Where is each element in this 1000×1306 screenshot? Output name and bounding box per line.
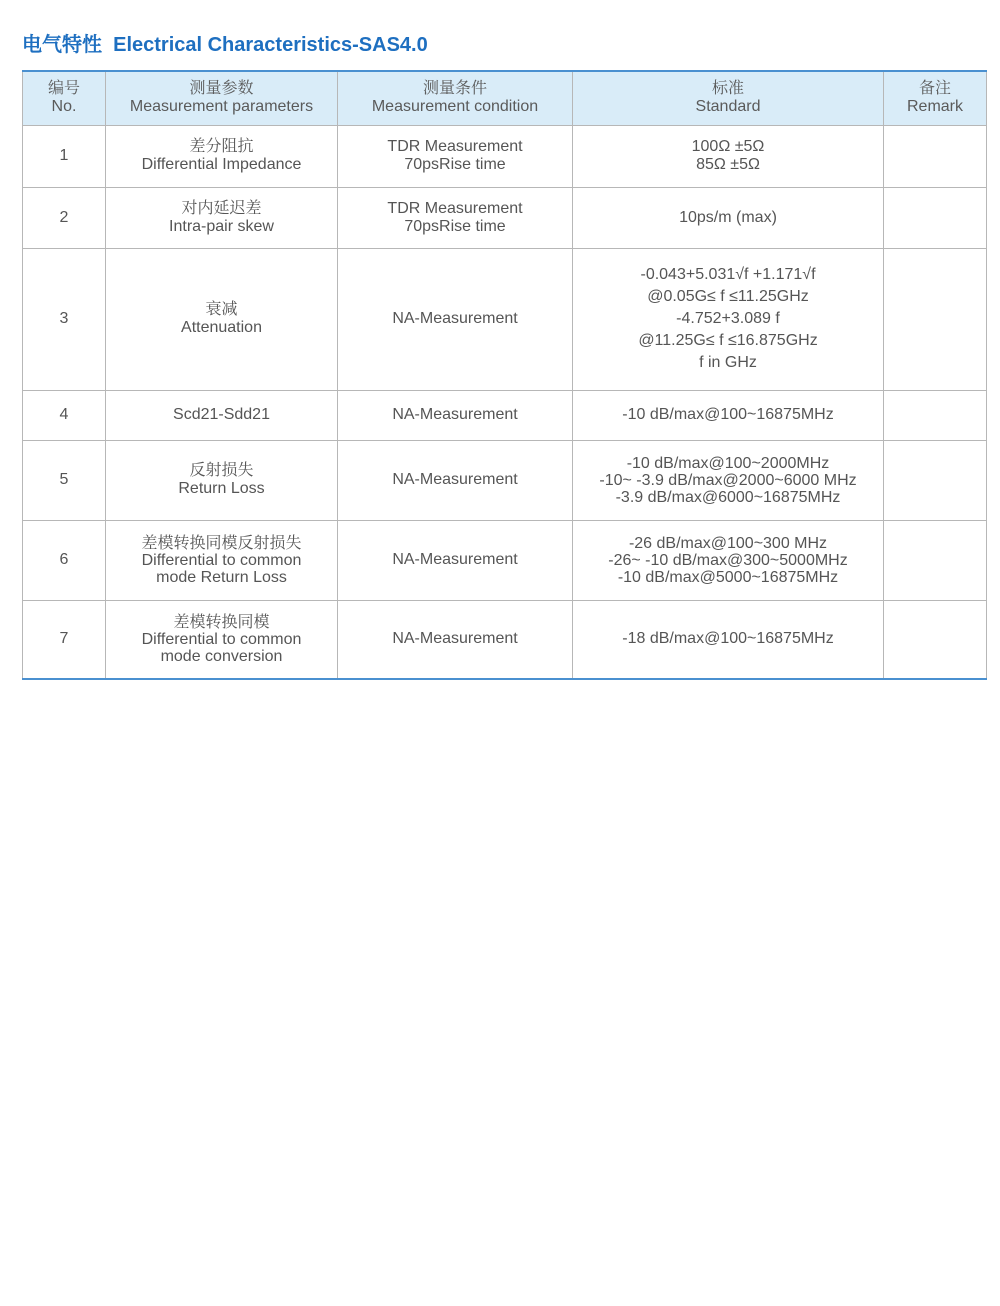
param-line: mode Return Loss: [156, 568, 287, 586]
table-row: [23, 125, 987, 187]
param-line: 差模转换同模反射损失: [141, 534, 302, 552]
cell-remark: [884, 125, 987, 187]
cell-condition: [338, 390, 573, 440]
condition-line: 70psRise time: [404, 217, 506, 235]
standard-line: -3.9 dB/max@6000~16875MHz: [615, 488, 841, 506]
param-line: mode conversion: [160, 647, 283, 665]
table-row: [23, 520, 987, 600]
standard-line: -0.043+5.031√f +1.171√f: [640, 266, 816, 283]
cell-standard: [573, 520, 884, 600]
param-line: Scd21-Sdd21: [173, 406, 270, 423]
cell-param: [106, 390, 338, 440]
header-no-en: No.: [51, 98, 77, 116]
cell-remark: [884, 390, 987, 440]
standard-line: 85Ω ±5Ω: [696, 156, 760, 173]
header-measurement-parameters: [106, 71, 338, 125]
condition-line: NA-Measurement: [392, 551, 518, 568]
param-line: 衰减: [205, 301, 238, 318]
table-row: [23, 248, 987, 390]
cell-remark: [884, 440, 987, 520]
cell-condition: [338, 187, 573, 248]
cell-standard: [573, 125, 884, 187]
electrical-characteristics-table: [22, 70, 987, 680]
param-line: 差分阻抗: [189, 138, 254, 155]
param-line: Differential to common: [141, 551, 302, 569]
cell-remark: [884, 600, 987, 679]
condition-line: NA-Measurement: [392, 310, 518, 327]
cell-param: [106, 248, 338, 390]
cell-param: [106, 440, 338, 520]
cell-no: 5: [23, 440, 106, 520]
header-remark: [884, 71, 987, 125]
cell-remark: [884, 520, 987, 600]
cell-param: [106, 125, 338, 187]
cell-standard: [573, 390, 884, 440]
header-cond-cn: 测量条件: [422, 80, 487, 98]
cell-no: 4: [23, 390, 106, 440]
condition-line: TDR Measurement: [387, 138, 523, 155]
param-line: Intra-pair skew: [169, 217, 274, 235]
standard-line: @11.25G≤ f ≤16.875GHz: [638, 332, 818, 349]
header-no: [23, 71, 106, 125]
table-header-row: [23, 71, 987, 125]
cell-param: [106, 187, 338, 248]
param-line: 反射损失: [189, 462, 254, 479]
standard-line: -10 dB/max@100~16875MHz: [622, 406, 834, 423]
table-row: [23, 600, 987, 679]
header-remark-en: Remark: [906, 98, 963, 116]
param-line: Differential Impedance: [141, 156, 302, 173]
standard-line: -10~ -3.9 dB/max@2000~6000 MHz: [599, 471, 857, 489]
cell-remark: [884, 248, 987, 390]
standard-line: -10 dB/max@100~2000MHz: [626, 454, 830, 472]
header-remark-cn: 备注: [918, 80, 951, 98]
cell-no: 7: [23, 600, 106, 679]
cell-no: 1: [23, 125, 106, 187]
cell-remark: [884, 187, 987, 248]
standard-line: 10ps/m (max): [679, 208, 777, 226]
cell-standard: [573, 248, 884, 390]
standard-line: -26~ -10 dB/max@300~5000MHz: [608, 551, 848, 569]
cell-no: 2: [23, 187, 106, 248]
cell-standard: [573, 440, 884, 520]
standard-line: -18 dB/max@100~16875MHz: [622, 630, 834, 648]
header-cond-en: Measurement condition: [371, 98, 539, 116]
standard-line: @0.05G≤ f ≤11.25GHz: [647, 288, 809, 305]
cell-condition: [338, 125, 573, 187]
param-line: Return Loss: [178, 480, 265, 497]
table-row: [23, 187, 987, 248]
standard-line: -10 dB/max@5000~16875MHz: [617, 568, 839, 586]
condition-line: NA-Measurement: [392, 471, 518, 488]
param-line: Differential to common: [141, 630, 302, 648]
condition-line: TDR Measurement: [387, 199, 523, 217]
condition-line: NA-Measurement: [392, 406, 518, 423]
standard-line: -4.752+3.089 f: [676, 310, 780, 327]
header-param-cn: 测量参数: [189, 80, 254, 98]
page-title: 电气特性 Electrical Characteristics-SAS4.0: [22, 34, 428, 56]
cell-condition: [338, 440, 573, 520]
cell-condition: [338, 248, 573, 390]
standard-line: -26 dB/max@100~300 MHz: [628, 534, 828, 552]
header-param-en: Measurement parameters: [129, 98, 314, 116]
cell-condition: [338, 600, 573, 679]
standard-line: f in GHz: [699, 354, 757, 371]
condition-line: 70psRise time: [404, 156, 506, 173]
param-line: 对内延迟差: [181, 199, 262, 217]
header-std-en: Standard: [695, 98, 761, 116]
cell-standard: [573, 187, 884, 248]
param-line: 差模转换同模: [173, 613, 270, 631]
header-standard: [573, 71, 884, 125]
cell-param: [106, 600, 338, 679]
param-line: Attenuation: [181, 319, 262, 336]
table-row: [23, 440, 987, 520]
header-std-cn: 标准: [711, 80, 744, 98]
cell-param: [106, 520, 338, 600]
cell-standard: [573, 600, 884, 679]
header-measurement-condition: [338, 71, 573, 125]
condition-line: NA-Measurement: [392, 630, 518, 648]
cell-no: 6: [23, 520, 106, 600]
table-row: [23, 390, 987, 440]
standard-line: 100Ω ±5Ω: [691, 138, 765, 155]
cell-no: 3: [23, 248, 106, 390]
header-no-cn: 编号: [47, 80, 80, 98]
cell-condition: [338, 520, 573, 600]
